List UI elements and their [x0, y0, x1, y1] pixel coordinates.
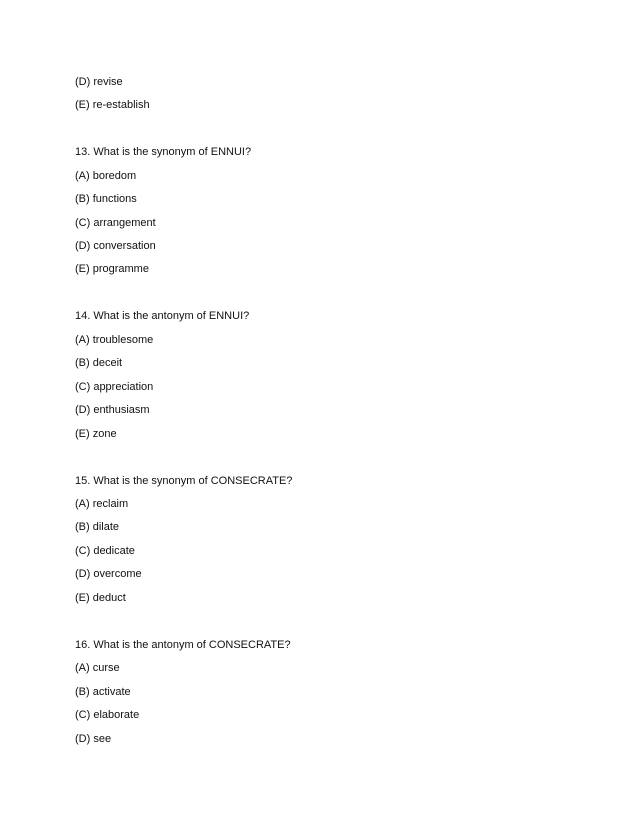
option-text: (C) arrangement [75, 217, 156, 229]
option-text: (D) conversation [75, 240, 156, 252]
question-text: 14. What is the antonym of ENNUI? [75, 310, 250, 322]
option-text: (A) troublesome [75, 334, 154, 346]
question-text: 16. What is the antonym of CONSECRATE? [75, 639, 291, 651]
option-text: (A) boredom [75, 170, 137, 182]
option-text: (C) appreciation [75, 381, 154, 393]
question-text: 15. What is the synonym of CONSECRATE? [75, 475, 293, 487]
option-text: (C) elaborate [75, 709, 140, 721]
option-text: (D) enthusiasm [75, 404, 150, 416]
option-text: (E) zone [75, 428, 117, 440]
option-text: (D) revise [75, 76, 123, 88]
option-text: (B) dilate [75, 521, 120, 533]
option-text: (D) overcome [75, 568, 142, 580]
option-text: (D) see [75, 733, 112, 745]
option-text: (B) deceit [75, 357, 123, 369]
option-text: (E) re-establish [75, 99, 150, 111]
option-text: (E) deduct [75, 592, 126, 604]
option-text: (B) activate [75, 686, 131, 698]
question-text: 13. What is the synonym of ENNUI? [75, 146, 252, 158]
option-text: (A) curse [75, 662, 120, 674]
option-text: (A) reclaim [75, 498, 129, 510]
option-text: (B) functions [75, 193, 137, 205]
option-text: (E) programme [75, 263, 149, 275]
option-text: (C) dedicate [75, 545, 135, 557]
